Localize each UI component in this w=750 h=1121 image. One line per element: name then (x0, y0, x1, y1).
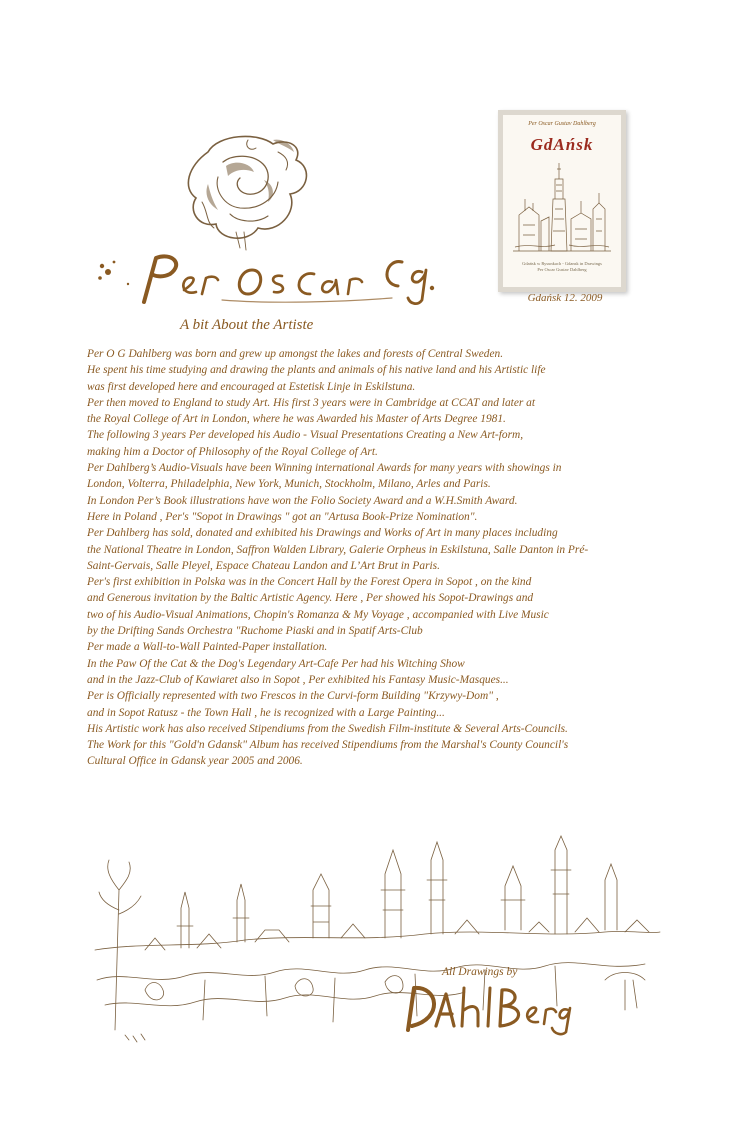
bio-line: The following 3 years Per developed his Audio - Visual Presentations Creating a New Art-form, (87, 429, 524, 442)
gdansk-skyline-sketch (85, 830, 665, 1050)
bio-line: Per then moved to England to study Art. His first 3 years were in Cambridge at CCAT and later at (87, 396, 536, 409)
bio-line: Saint-Gervais, Salle Pleyel, Espace Chateau Landon and L’Art Brut in Paris. (87, 559, 440, 572)
bio-line: and in Sopot Ratusz - the Town Hall , he is recognized with a Large Painting... (87, 706, 445, 719)
bio-line: making him a Doctor of Philosophy of the Royal College of Art. (87, 445, 378, 458)
cover-author: Per Oscar Gustav Dahlberg (528, 121, 596, 127)
biography-text (87, 346, 687, 770)
bio-line: Per's first exhibition in Polska was in the Concert Hall by the Forest Opera in Sopot , on the kind (87, 576, 532, 589)
bio-line: London, Volterra, Philadelphia, New York, Munich, Stockholm, Milano, Arles and Paris. (87, 478, 491, 491)
cover-date: Gdańsk 12. 2009 (527, 292, 603, 304)
artist-signature (92, 248, 437, 310)
credit-caption: All Drawings by (442, 966, 518, 978)
bio-line: In London Per’s Book illustrations have won the Folio Society Award and a W.H.Smith Award. (87, 494, 518, 507)
page-subtitle: A bit About the Artiste (180, 317, 314, 333)
bio-line: and in the Jazz-Club of Kawiaret also in Sopot , Per exhibited his Fantasy Music-Masques... (87, 673, 509, 686)
bio-line: The Work for this "Gold'n Gdansk" Album has received Stipendiums from the Marshal's County Council's (87, 739, 569, 752)
bio-line: the Royal College of Art in London, where he was Awarded his Master of Arts Degree 1981. (87, 413, 506, 426)
bio-line: Per is Officially represented with two Frescos in the Curvi-form Building "Krzywy-Dom" , (87, 690, 499, 703)
bio-line: He spent his time studying and drawing the plants and animals of his native land and his Artistic life (87, 364, 546, 377)
bio-line: His Artistic work has also received Stipendiums from the Swedish Film-institute & Several Arts-Councils. (87, 722, 568, 735)
bio-line: Per O G Dahlberg was born and grew up amongst the lakes and forests of Central Sweden. (87, 348, 504, 360)
baroque-ornament-sketch (178, 132, 328, 252)
bio-line: Per Dahlberg’s Audio-Visuals have been Winning international Awards for many years with showings in (87, 462, 562, 475)
bio-line: two of his Audio-Visual Animations, Chopin's Romanza & My Voyage , accompanied with Live Music (87, 608, 549, 621)
bio-line: In the Paw Of the Cat & the Dog's Legendary Art-Cafe Per had his Witching Show (87, 657, 465, 670)
cover-caption: Gdańsk w Rysunkach - Gdansk in Drawings Per Oscar Gustav Dahlberg (522, 261, 602, 272)
bio-line: was first developed here and encouraged at Estetisk Linje in Eskilstuna. (87, 380, 416, 393)
dahlberg-signature-logo (402, 978, 572, 1036)
book-cover-thumbnail (498, 110, 626, 292)
cover-title: GdAńsk (530, 135, 594, 154)
cover-town-hall-sketch (511, 159, 613, 255)
bio-line: and Generous invitation by the Baltic Artistic Agency. Here , Per showed his Sopot-Drawings and (87, 592, 534, 605)
bio-line: by the Drifting Sands Orchestra "Ruchome Piaski and in Spatif Arts-Club (87, 625, 423, 638)
bio-line: Per Dahlberg has sold, donated and exhibited his Drawings and Works of Art in many places including (87, 527, 558, 540)
bio-line: Cultural Office in Gdansk year 2005 and 2006. (87, 755, 303, 768)
bio-line: Here in Poland , Per's "Sopot in Drawings " got an "Artusa Book-Prize Nomination". (87, 510, 478, 523)
bio-line: Per made a Wall-to-Wall Painted-Paper installation. (87, 641, 328, 654)
bio-line: the National Theatre in London, Saffron Walden Library, Galerie Orpheus in Eskilstuna, Salle Danton in Pré- (87, 543, 589, 556)
